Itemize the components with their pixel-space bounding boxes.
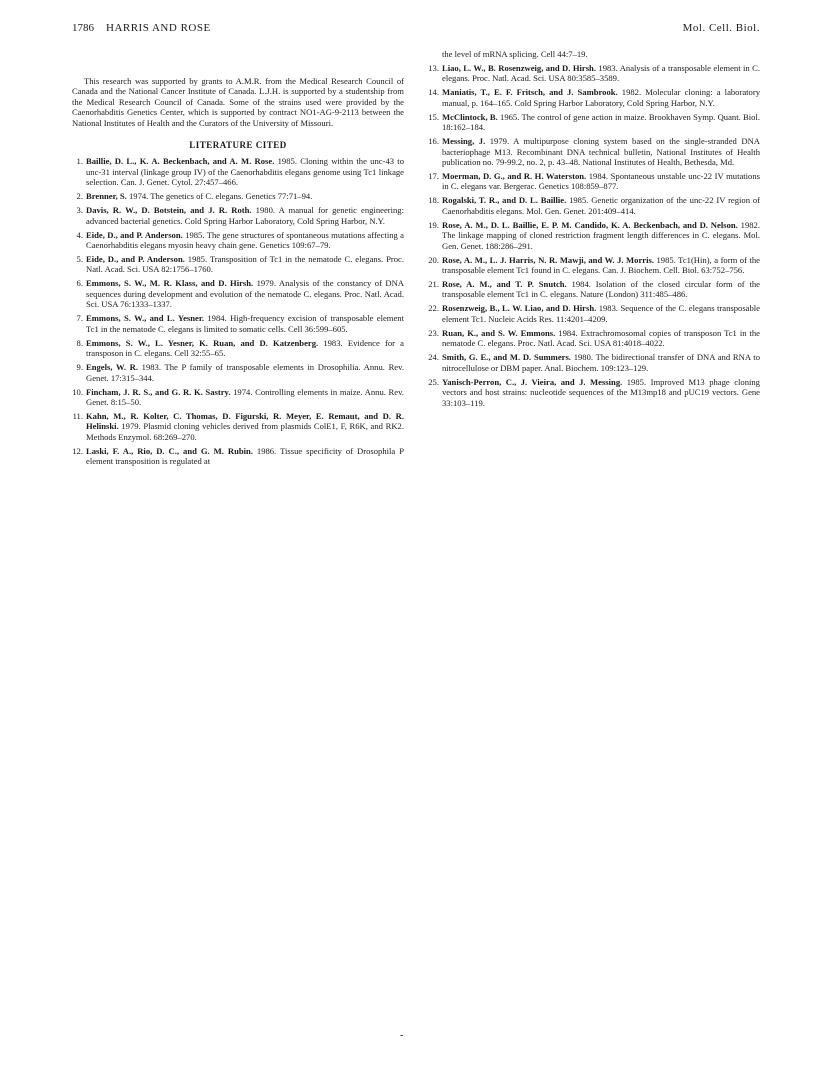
reference-item [72, 278, 404, 309]
reference-number: 21. [428, 279, 439, 290]
reference-authors: Rose, A. M., and T. P. Snutch. [442, 279, 567, 290]
reference-number: 7. [76, 313, 83, 324]
running-header [72, 22, 760, 38]
reference-number: 23. [428, 327, 439, 338]
reference-number: 11. [72, 410, 83, 421]
reference-item [428, 328, 760, 349]
reference-list-right [428, 63, 760, 408]
reference-item [72, 362, 404, 383]
reference-item [72, 387, 404, 408]
reference-text: 1982. Molecular cloning: a laboratory manual, p. 164–165. Cold Spring Harbor Laboratory, Cold Spring Harbor, N.Y. [442, 87, 761, 108]
reference-item [428, 112, 760, 133]
footer-mark: - [400, 1030, 404, 1041]
reference-number: 8. [76, 337, 83, 348]
reference-item [72, 254, 404, 275]
reference-text: 1984. Isolation of the closed circular form of the transposable element Tc1 in C. elegans. Nature (London) 311:485–486. [442, 279, 760, 300]
reference-text: 1984. Spontaneous unstable unc-22 IV mutations in C. elegans var. Bergerac. Genetics 108:859–877. [442, 171, 760, 192]
reference-number: 6. [76, 278, 83, 289]
reference-text: 1983. Evidence for a transposon in C. elegans. Cell 32:55–65. [86, 337, 404, 359]
reference-authors: Fincham, J. R. S., and G. R. K. Sastry. [86, 386, 231, 397]
reference-item [428, 303, 760, 324]
reference-text: 1985. The gene structures of spontaneous mutations affecting a Caenorhabditis elegans myosin heavy chain gene. Genetics 109:67–79. [86, 229, 404, 251]
reference-number: 5. [76, 254, 83, 265]
reference-authors: Ruan, K., and S. W. Emmons. [442, 327, 556, 338]
reference-text: 1985. Tc1(Hin), a form of the transposable element Tc1 found in C. elegans. Can. J. Biochem. Cell. Biol. 63:752–756. [442, 254, 760, 276]
reference-number: 10. [72, 386, 83, 397]
reference-text: 1985. Transposition of Tc1 in the nematode C. elegans. Proc. Natl. Acad. Sci. USA 82:1756–1760. [86, 254, 404, 275]
reference-number: 1. [76, 156, 83, 167]
reference-number: 14. [428, 87, 439, 98]
reference-authors: Messing, J. [442, 136, 486, 147]
reference-authors: Emmons, S. W., L. Yesner, K. Ruan, and D. Katzenberg. [86, 337, 319, 348]
reference-authors: Davis, R. W., D. Botstein, and J. R. Roth. [86, 205, 252, 216]
reference-authors: Eide, D., and P. Anderson. [86, 229, 183, 240]
reference-number: 17. [428, 171, 439, 182]
journal-name: Mol. Cell. Biol. [682, 22, 760, 34]
reference-number: 16. [428, 136, 439, 147]
reference-text: 1984. High-frequency excision of transposable element Tc1 in the nematode C. elegans is limited to somatic cells. Cell 36:599–605. [86, 313, 404, 334]
reference-number: 19. [428, 219, 439, 230]
reference-12-continuation: the level of mRNA splicing. Cell 44:7–19. [442, 49, 588, 59]
right-column [428, 49, 760, 412]
reference-text: 1982. The linkage mapping of cloned restriction fragment length differences in C. elegans. Mol. Gen. Genet. 188:286–291. [442, 219, 761, 251]
reference-item [428, 63, 760, 84]
reference-text: 1979. A multipurpose cloning system based on the single-stranded DNA bacteriophage M13. Recombinant DNA technical bulletin, National Institutes of Health publication no. 79-99.2, no. 2, p. 43–48. National Institutes of Health, Bethesda, Md. [442, 136, 760, 168]
reference-item [72, 313, 404, 334]
page-number: 1786 [72, 22, 94, 34]
reference-text: 1974. Controlling elements in maize. Annu. Rev. Genet. 8:15–50. [86, 386, 404, 407]
reference-text: 1985. Cloning within the unc-43 to unc-31 interval (linkage group IV) of the Caenorhabditis elegans genome using Tc1 linkage selection. Can. J. Genet. Cytol. 27:457–466. [86, 156, 404, 188]
literature-cited-heading: LITERATURE CITED [189, 140, 287, 151]
reference-text: 1980. A manual for genetic engineering: advanced bacterial genetics. Cold Spring Harbor Laboratory, Cold Spring Harbor, N.Y. [86, 205, 404, 226]
reference-item [428, 255, 760, 276]
reference-number: 13. [428, 63, 439, 73]
reference-text: 1986. Tissue specificity of Drosophila P element transposition is regulated at [86, 445, 404, 467]
reference-text: 1985. Genetic organization of the unc-22 IV region of Caenorhabditis elegans. Mol. Gen. Genet. 201:409–414. [442, 195, 760, 216]
reference-number: 3. [76, 205, 83, 216]
reference-authors: Kahn, M., R. Kolter, C. Thomas, D. Figurski, R. Meyer, E. Remaut, and D. R. Helinski. [86, 410, 404, 432]
reference-number: 4. [76, 229, 83, 240]
reference-number: 12. [72, 445, 83, 456]
reference-authors: Eide, D., and P. Anderson. [86, 254, 185, 265]
reference-text: 1984. Extrachromosomal copies of transposon Tc1 in the nematode C. elegans. Proc. Natl. Acad. Sci. USA 81:4018–4022. [442, 327, 760, 349]
reference-number: 18. [428, 195, 439, 206]
reference-number: 9. [76, 362, 83, 373]
reference-text: 1985. Improved M13 phage cloning vectors and host strains: nucleotide sequences of the M13mp18 and pUC19 vectors. Gene 33:103–119. [442, 376, 760, 408]
reference-number: 20. [428, 254, 439, 265]
reference-item [428, 220, 760, 251]
reference-item [428, 195, 760, 216]
reference-authors: Brenner, S. [86, 191, 127, 202]
reference-text: 1965. The control of gene action in maize. Brookhaven Symp. Quant. Biol. 18:162–184. [442, 111, 760, 133]
reference-authors: Baillie, D. L., K. A. Beckenbach, and A. M. Rose. [86, 156, 275, 167]
reference-item [72, 230, 404, 251]
reference-authors: Rosenzweig, B., L. W. Liao, and D. Hirsh. [442, 303, 597, 314]
reference-number: 2. [76, 191, 83, 202]
reference-item [72, 446, 404, 467]
reference-item [428, 171, 760, 192]
reference-item [428, 87, 760, 108]
reference-authors: Engels, W. R. [86, 362, 138, 373]
reference-authors: Rose, A. M., L. J. Harris, N. R. Mawji, and W. J. Morris. [442, 254, 654, 265]
reference-number: 15. [428, 111, 439, 122]
reference-text: 1980. The bidirectional transfer of DNA and RNA to nitrocellulose or DBM paper. Anal. Biochem. 109:123–129. [442, 352, 760, 373]
reference-list-left [72, 156, 404, 466]
reference-text: 1983. The P family of transposable elements in Drosophilia. Annu. Rev. Genet. 17:315–344. [86, 362, 404, 383]
reference-text: 1979. Plasmid cloning vehicles derived from plasmids ColE1, F, R6K, and RK2. Methods Enzymol. 68:269–270. [86, 421, 404, 442]
reference-authors: Moerman, D. G., and R. H. Waterston. [442, 171, 587, 182]
reference-authors: Rose, A. M., D. L. Baillie, E. P. M. Candido, K. A. Beckenbach, and D. Nelson. [442, 219, 738, 230]
reference-text: 1974. The genetics of C. elegans. Genetics 77:71–94. [126, 191, 313, 202]
reference-authors: Liao, L. W., B. Rosenzweig, and D. Hirsh. [442, 63, 596, 73]
reference-item [72, 338, 404, 359]
reference-text: 1979. Analysis of the constancy of DNA sequences during development and evolution of the nematode C. elegans. Proc. Natl. Acad. Sci. USA 76:1333–1337. [86, 278, 404, 310]
reference-item [72, 411, 404, 442]
reference-item [428, 377, 760, 408]
reference-authors: Maniatis, T., E. F. Fritsch, and J. Sambrook. [442, 87, 618, 98]
reference-authors: Laski, F. A., Rio, D. C., and G. M. Rubin. [86, 445, 253, 456]
reference-authors: Rogalski, T. R., and D. L. Baillie. [442, 195, 567, 206]
reference-number: 25. [428, 376, 439, 387]
reference-authors: Smith, G. E., and M. D. Summers. [442, 352, 571, 363]
acknowledgment-paragraph: This research was supported by grants to A.M.R. from the Medical Research Council of Canada and the National Cancer Institute of Canada. L.J.H. is supported by a studentship from the Medical Research Council of Canada. Some of the strains used were provided by the Caenorhabditis Genetics Center, which is supported by contract NO1-AG-9-2113 between the National Institutes of Health and the Curators of the University of Missouri. [72, 76, 404, 128]
reference-item [428, 279, 760, 300]
reference-number: 24. [428, 352, 439, 363]
running-authors: HARRIS AND ROSE [106, 22, 211, 34]
reference-item [428, 136, 760, 167]
reference-authors: Yanisch-Perron, C., J. Vieira, and J. Messing. [442, 376, 623, 387]
reference-item [72, 191, 404, 201]
reference-text: 1983. Analysis of a transposable element in C. elegans. Proc. Natl. Acad. Sci. USA 80:3585–3589. [442, 63, 760, 84]
reference-number: 22. [428, 303, 439, 314]
reference-item [428, 352, 760, 373]
reference-authors: Emmons, S. W., M. R. Klass, and D. Hirsh. [86, 278, 254, 289]
reference-authors: McClintock, B. [442, 111, 498, 122]
reference-authors: Emmons, S. W., and L. Yesner. [86, 313, 204, 324]
reference-item [72, 205, 404, 226]
left-column [72, 76, 404, 470]
reference-item [72, 156, 404, 187]
reference-text: 1983. Sequence of the C. elegans transposable element Tc1. Nucleic Acids Res. 11:4201–4209. [442, 303, 760, 324]
